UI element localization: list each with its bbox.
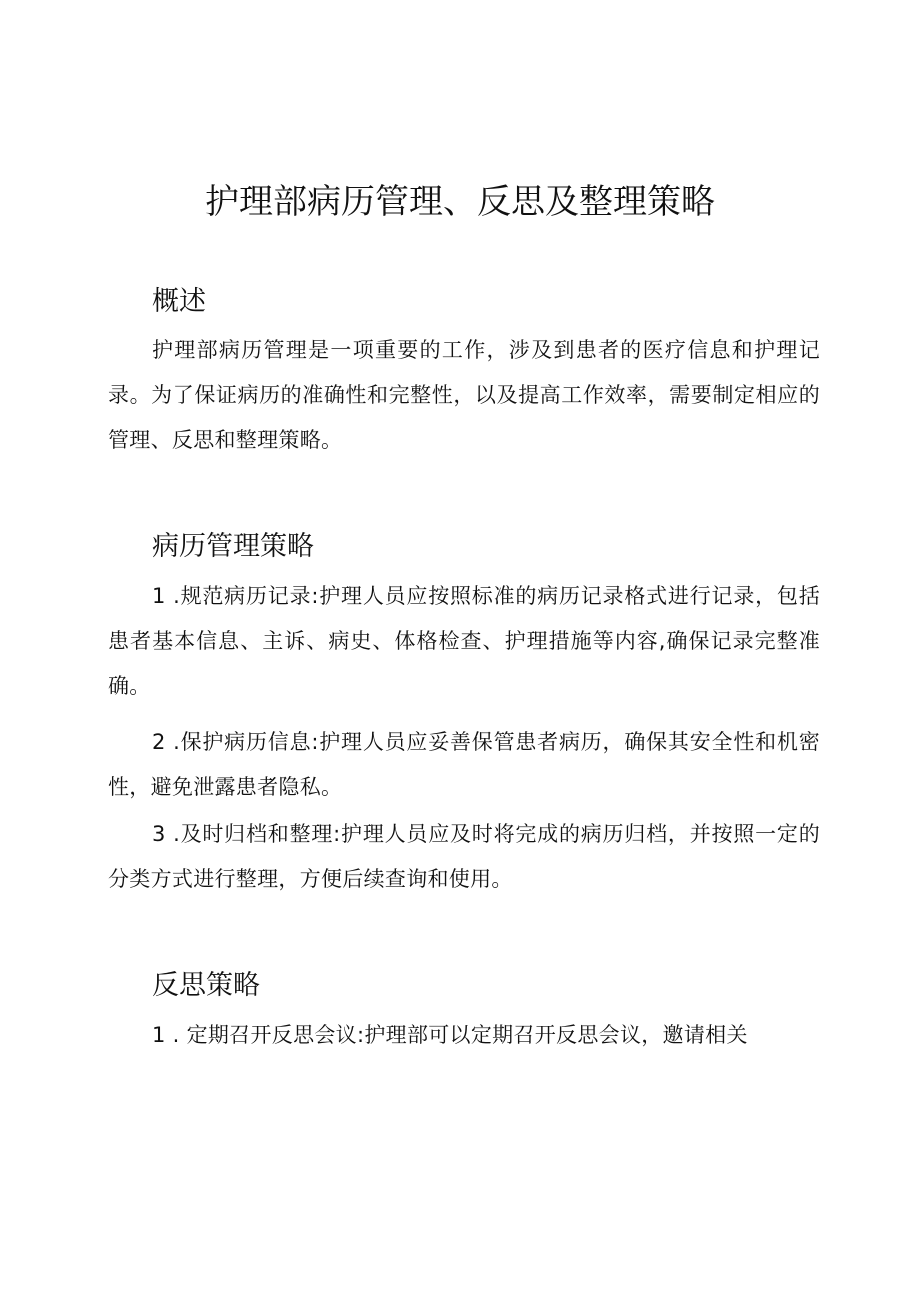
section-heading-management: 病历管理策略 [152, 531, 314, 562]
reflection-item-1: 1 . 定期召开反思会议:护理部可以定期召开反思会议，邀请相关 [152, 1023, 748, 1047]
management-item-3: 3 .及时归档和整理:护理人员应及时将完成的病历归档，并按照一定的分类方式进行整理，方便后续查询和使用。 [108, 822, 820, 891]
management-item-1: 1 .规范病历记录:护理人员应按照标准的病历记录格式进行记录，包括患者基本信息、主诉、病史、体格检查、护理措施等内容,确保记录完整准确。 [108, 584, 820, 698]
section-heading-overview: 概述 [152, 286, 206, 317]
section-heading-reflection: 反思策略 [152, 970, 260, 1001]
management-item-2: 2 .保护病历信息:护理人员应妥善保管患者病历，确保其安全性和机密性，避免泄露患者隐私。 [108, 730, 820, 799]
document-title: 护理部病历管理、反思及整理策略 [205, 182, 715, 222]
overview-paragraph: 护理部病历管理是一项重要的工作，涉及到患者的医疗信息和护理记录。为了保证病历的准确性和完整性，以及提高工作效率，需要制定相应的管理、反思和整理策略。 [108, 338, 820, 452]
